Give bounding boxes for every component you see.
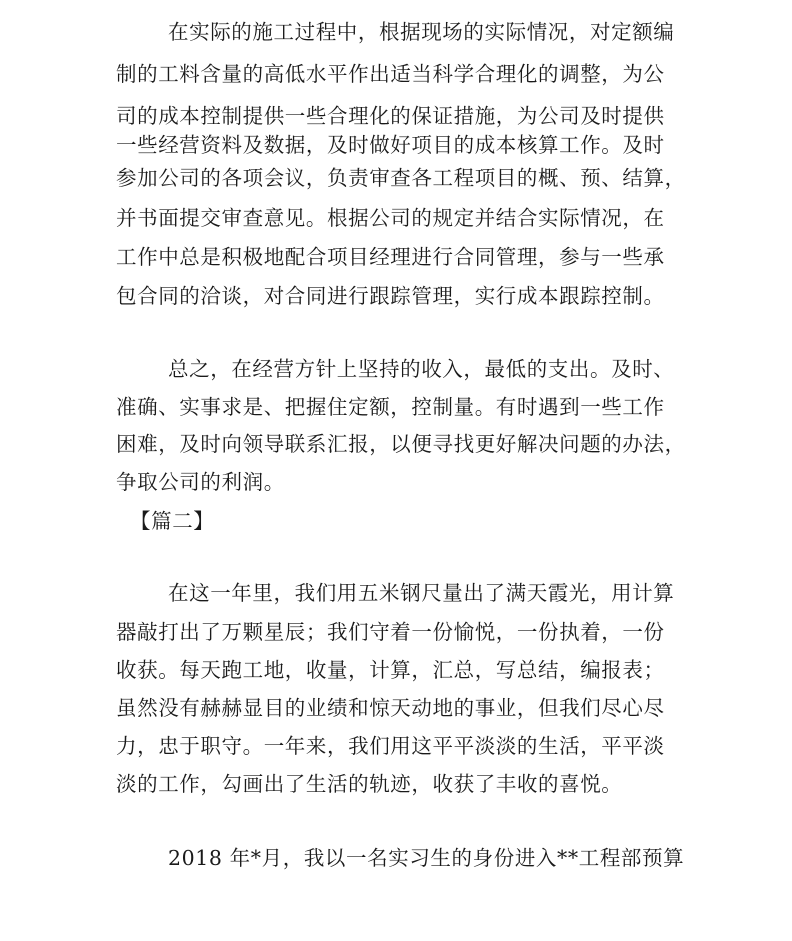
paragraph-2-line-1: 总之，在经营方针上坚持的收入，最低的支出。及时、 [168,357,675,381]
paragraph-3-line-3: 收获。每天跑工地，收量，计算，汇总，写总结，编报表； [116,658,665,682]
section-heading: 【篇二】 [130,509,215,533]
paragraph-3-line-6: 淡的工作，勾画出了生活的轨迹，收获了丰收的喜悦。 [116,772,623,796]
paragraph-1-line-2: 制的工料含量的高低水平作出适当科学合理化的调整，为公 [116,62,665,86]
paragraph-3-line-5: 力，忠于职守。一年来，我们用这平平淡淡的生活，平平淡 [116,734,665,758]
paragraph-1-line-1: 在实际的施工过程中，根据现场的实际情况，对定额编 [168,20,675,44]
paragraph-1-line-3: 司的成本控制提供一些合理化的保证措施，为公司及时提供 [116,104,665,128]
paragraph-2-line-4: 争取公司的利润。 [116,470,285,494]
paragraph-2-line-3: 困难，及时向领导联系汇报，以便寻找更好解决问题的办法， [116,432,686,456]
paragraph-1-line-4: 一些经营资料及数据，及时做好项目的成本核算工作。及时 [116,133,665,157]
paragraph-3-line-2: 器敲打出了万颗星辰；我们守着一份愉悦，一份执着，一份 [116,620,665,644]
paragraph-1-line-7: 工作中总是积极地配合项目经理进行合同管理，参与一些承 [116,245,665,269]
paragraph-3-line-1: 在这一年里，我们用五米钢尺量出了满天霞光，用计算 [168,581,675,605]
paragraph-1-line-8: 包合同的洽谈，对合同进行跟踪管理，实行成本跟踪控制。 [116,284,665,308]
paragraph-1-line-6: 并书面提交审查意见。根据公司的规定并结合实际情况，在 [116,206,665,230]
paragraph-1-line-5: 参加公司的各项会议，负责审查各工程项目的概、预、结算， [116,166,686,190]
paragraph-4-line-1: 2018 年*月，我以一名实习生的身份进入**工程部预算 [168,846,685,870]
paragraph-3-line-4: 虽然没有赫赫显目的业绩和惊天动地的事业，但我们尽心尽 [116,696,665,720]
paragraph-2-line-2: 准确、实事求是、把握住定额，控制量。有时遇到一些工作 [116,395,665,419]
